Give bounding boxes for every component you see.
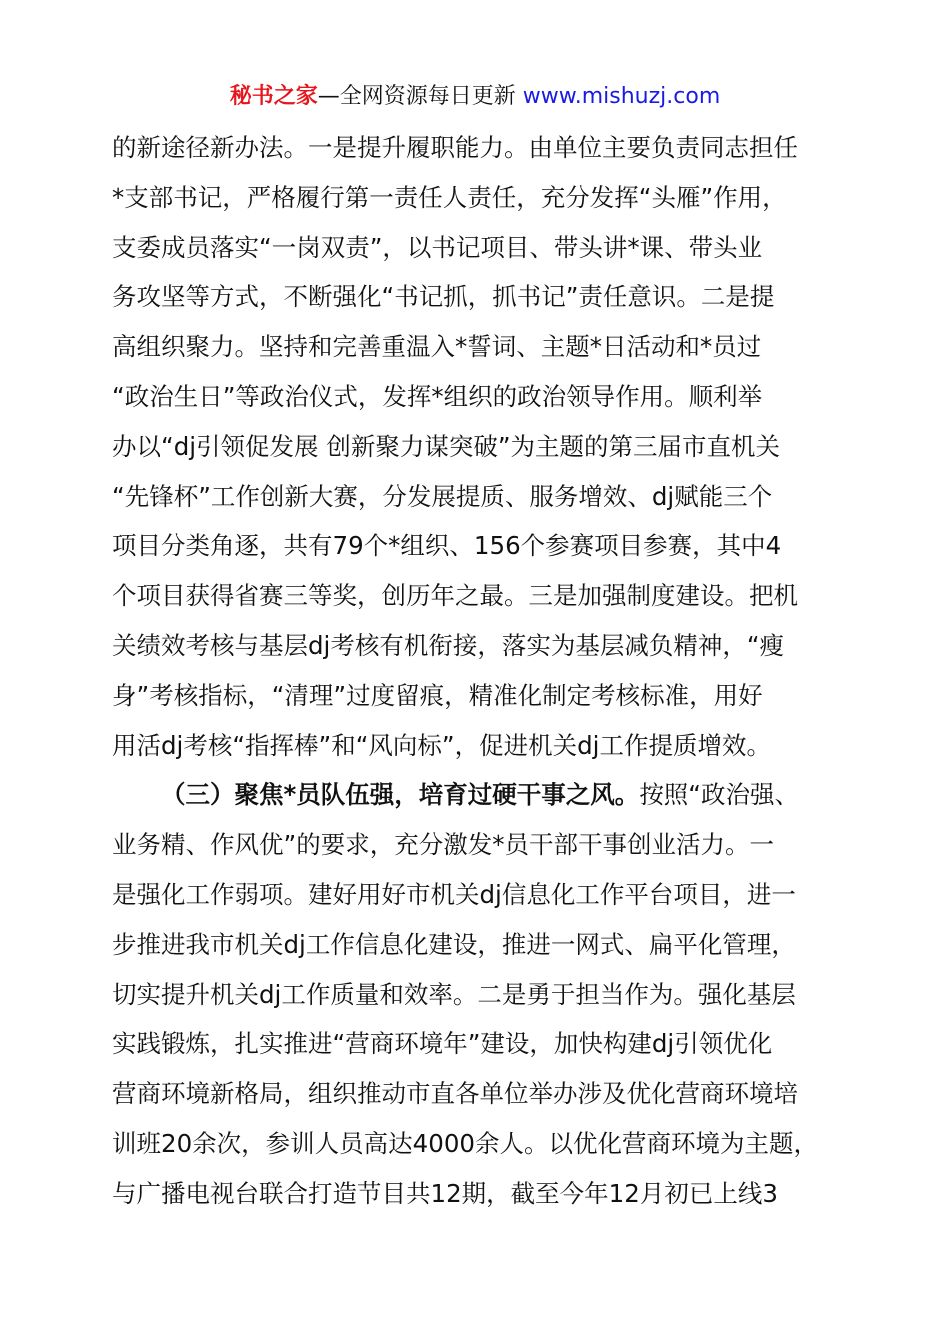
- text-line: 支委成员落实“一岗双责”，以书记项目、带头讲*课、带头业: [112, 232, 763, 262]
- section-heading-rest: 按照“政治强、: [639, 780, 800, 810]
- text-line: 高组织聚力。坚持和完善重温入*誓词、主题*日活动和*员过: [112, 332, 762, 362]
- text-line: 关绩效考核与基层dj考核有机衔接，落实为基层减负精神，“瘦: [112, 630, 785, 660]
- text-line: 务攻坚等方式，不断强化“书记抓，抓书记”责任意识。二是提: [112, 282, 775, 312]
- site-url[interactable]: www.mishuzj.com: [522, 84, 721, 109]
- text-line: 办以“dj引领促发展 创新聚力谋突破”为主题的第三届市直机关: [112, 431, 781, 461]
- text-line: 营商环境新格局，组织推动市直各单位举办涉及优化营商环境培: [112, 1079, 798, 1109]
- text-line: 与广播电视台联合打造节目共12期，截至今年12月初已上线3: [112, 1178, 778, 1208]
- text-line: 身”考核指标，“清理”过度留痕，精准化制定考核标准，用好: [112, 680, 763, 710]
- text-line: 个项目获得省赛三等奖，创历年之最。三是加强制度建设。把机: [112, 581, 798, 611]
- site-brand: 秘书之家: [229, 84, 318, 109]
- text-line: 切实提升机关dj工作质量和效率。二是勇于担当作为。强化基层: [112, 979, 796, 1009]
- text-line: 是强化工作弱项。建好用好市机关dj信息化工作平台项目，进一: [112, 879, 796, 909]
- site-tagline: —全网资源每日更新: [317, 84, 523, 109]
- text-line: *支部书记，严格履行第一责任人责任，充分发挥“头雁”作用，: [112, 182, 787, 212]
- text-line: 训班20余次，参训人员高达4000余人。以优化营商环境为主题，: [112, 1128, 819, 1158]
- text-line: “先锋杯”工作创新大赛，分发展提质、服务增效、dj赋能三个: [112, 481, 773, 511]
- text-line: 业务精、作风优”的要求，充分激发*员干部干事创业活力。一: [112, 830, 774, 860]
- section-heading-line: [112, 770, 852, 820]
- text-line: 的新途径新办法。一是提升履职能力。由单位主要负责同志担任: [112, 133, 798, 162]
- section-heading: （三）聚焦*员队伍强，培育过硬干事之风。: [161, 780, 640, 810]
- text-line: 步推进我市机关dj工作信息化建设，推进一网式、扁平化管理，: [112, 929, 796, 959]
- page-header: [0, 80, 950, 114]
- document-body: [112, 123, 852, 1219]
- text-line: 项目分类角逐，共有79个*组织、156个参赛项目参赛，其中4: [112, 531, 782, 561]
- text-line: 用活dj考核“指挥棒”和“风向标”，促进机关dj工作提质增效。: [112, 730, 771, 760]
- text-line: 实践锻炼，扎实推进“营商环境年”建设，加快构建dj引领优化: [112, 1029, 773, 1059]
- text-line: “政治生日”等政治仪式，发挥*组织的政治领导作用。顺利举: [112, 381, 763, 411]
